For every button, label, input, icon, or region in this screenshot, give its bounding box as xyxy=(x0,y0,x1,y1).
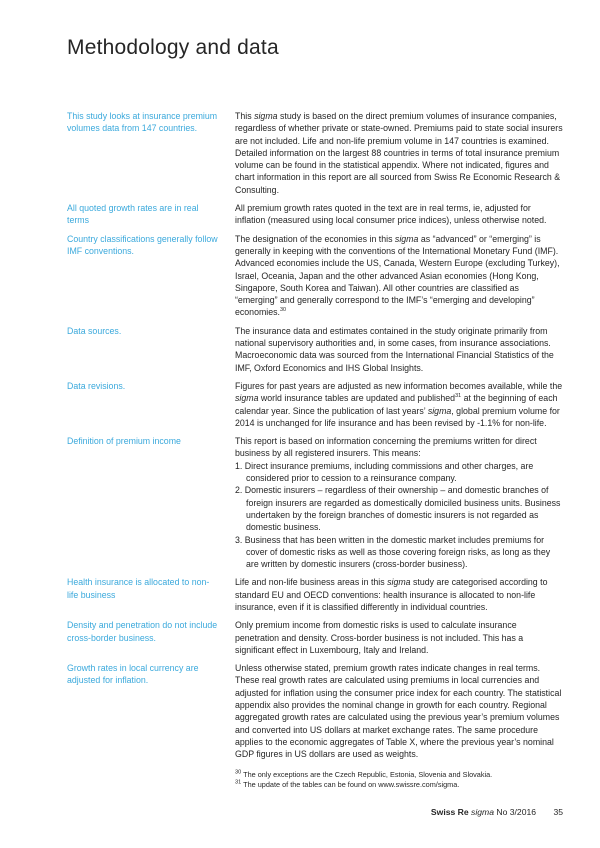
list-item: Domestic insurers – regardless of their ownership – and domestic branches of foreign insurers are regarded as domestically domiciled business units. Business undertaken by the foreign branches of domestic insurers is not regarded as domestic business. xyxy=(244,485,561,533)
margin-note: This study looks at insurance premium volumes data from 147 countries. xyxy=(67,111,218,134)
footer-publication: sigma xyxy=(471,807,494,817)
margin-note: All quoted growth rates are in real terms xyxy=(67,203,199,226)
footnotes-block xyxy=(235,770,563,791)
margin-note: Country classifications generally follow IMF conventions. xyxy=(67,233,218,256)
margin-note: Health insurance is allocated to non-life business xyxy=(67,577,210,600)
footnote-marker: 31 xyxy=(235,779,242,786)
section-body xyxy=(235,619,563,656)
footnote-text: The only exceptions are the Czech Republic, Estonia, Slovenia and Slovakia. xyxy=(243,769,493,779)
margin-note: Definition of premium income xyxy=(67,436,181,447)
paragraph: Unless otherwise stated, premium growth rates indicate changes in real terms. These real growth rates are calculated using premiums in local currencies and adjusted for inflation using the consumer price index for each country. The statistical appendix also provides the nominal change in growth for each country. Regional aggregated growth rates are calculated using the previous year’s premium volumes and converted into US dollars at market exchange rates. The same procedure applies to the economic aggregates of Table X, where the previous year’s nominal GDP figures in US dollars are used as weights. xyxy=(235,663,562,760)
footer-issue: No 3/2016 xyxy=(496,807,537,817)
section-data-sources xyxy=(67,325,563,374)
numbered-list xyxy=(235,460,563,571)
margin-note: Density and penetration do not include cross-border business. xyxy=(67,620,218,643)
section-body xyxy=(235,435,563,570)
section-data-revisions xyxy=(67,380,563,429)
page-content xyxy=(67,36,563,791)
section-body xyxy=(235,576,563,613)
section-premium-income-definition xyxy=(67,435,563,570)
footer-brand: Swiss Re xyxy=(430,807,469,817)
section-growth-rates-real-terms xyxy=(67,202,563,227)
section-study-scope xyxy=(67,110,563,196)
list-item: Business that has been written in the domestic market includes premiums for cover of domestic risks as well as those covering foreign risks, as long as they are written by domestic insurers (cross-border business). xyxy=(244,534,551,570)
section-body xyxy=(235,325,563,374)
section-body xyxy=(235,662,563,760)
footnote-text: The update of the tables can be found on www.swissre.com/sigma. xyxy=(243,780,460,790)
paragraph: Life and non-life business areas in this sigma study are categorised according to standard EU and OECD conventions: health insurance is allocated to non-life insurance, even if it is classified differently in individual countries. xyxy=(235,577,548,612)
paragraph: This report is based on information concerning the premiums written for direct business by all registered insurers. This means: xyxy=(235,436,537,459)
section-health-insurance-allocation xyxy=(67,576,563,613)
footer-page-number: 35 xyxy=(553,807,563,817)
section-country-classifications xyxy=(67,233,563,319)
footnote xyxy=(235,780,563,791)
margin-note: Data revisions. xyxy=(67,380,126,391)
footnote-marker: 30 xyxy=(235,769,242,776)
section-body xyxy=(235,233,563,319)
paragraph: This sigma study is based on the direct premium volumes of insurance companies, regardless of whether private or state-owned. Premiums paid to state social insurers are not included. Life and non-life premium volume in 147 countries is examined. Detailed information on the largest 88 countries in terms of total insurance premium volume can be found in the statistical appendix. Where not indicated, figures and chart information in this report are all sourced from Swiss Re Economic Research & Consulting. xyxy=(235,111,563,195)
paragraph: Figures for past years are adjusted as new information becomes available, while the sigma world insurance tables are updated and published$^{31}$ at the beginning of each calendar year. Since the publication of last years’ sigma, global premium volume for 2014 is unchanged for life insurance and has been revised by -1.1% for non-life. xyxy=(235,380,563,428)
section-body xyxy=(235,202,563,227)
page-footer xyxy=(431,807,563,818)
margin-note: Data sources. xyxy=(67,325,122,336)
section-density-penetration xyxy=(67,619,563,656)
paragraph: The insurance data and estimates contained in the study originate primarily from national supervisory authorities and, in some cases, from insurance associations. Macroeconomic data was sourced from the International Financial Statistics of the IMF, Oxford Economics and IHS Global Insights. xyxy=(235,325,554,373)
section-body xyxy=(235,380,563,429)
page-title: Methodology and data xyxy=(67,36,279,59)
section-body xyxy=(235,110,563,196)
footnote xyxy=(235,770,563,781)
paragraph: Only premium income from domestic risks is used to calculate insurance penetration and density. Cross-border business is not included. This has a significant effect in Luxembourg, Italy and Ireland. xyxy=(235,620,524,655)
paragraph: The designation of the economies in this sigma as “advanced” or “emerging” is generally in keeping with the conventions of the International Monetary Fund (IMF). Advanced economies include the US, Canada, Western Europe (excluding Turkey), Israel, Oceania, Japan and the other advanced Asian economies (Hong Kong, Singapore, South Korea and Taiwan). All other countries are classified as “emerging” and generally correspond to the IMF’s “emerging and developing” economies.$^{30}$ xyxy=(235,233,560,318)
list-item: Direct insurance premiums, including commissions and other charges, are considered prior to cession to a reinsurance company. xyxy=(244,460,534,484)
paragraph: All premium growth rates quoted in the text are in real terms, ie, adjusted for inflation (measured using local consumer price indices), unless otherwise noted. xyxy=(235,203,547,226)
margin-note: Growth rates in local currency are adjusted for inflation. xyxy=(67,663,199,686)
section-local-currency-growth xyxy=(67,662,563,760)
